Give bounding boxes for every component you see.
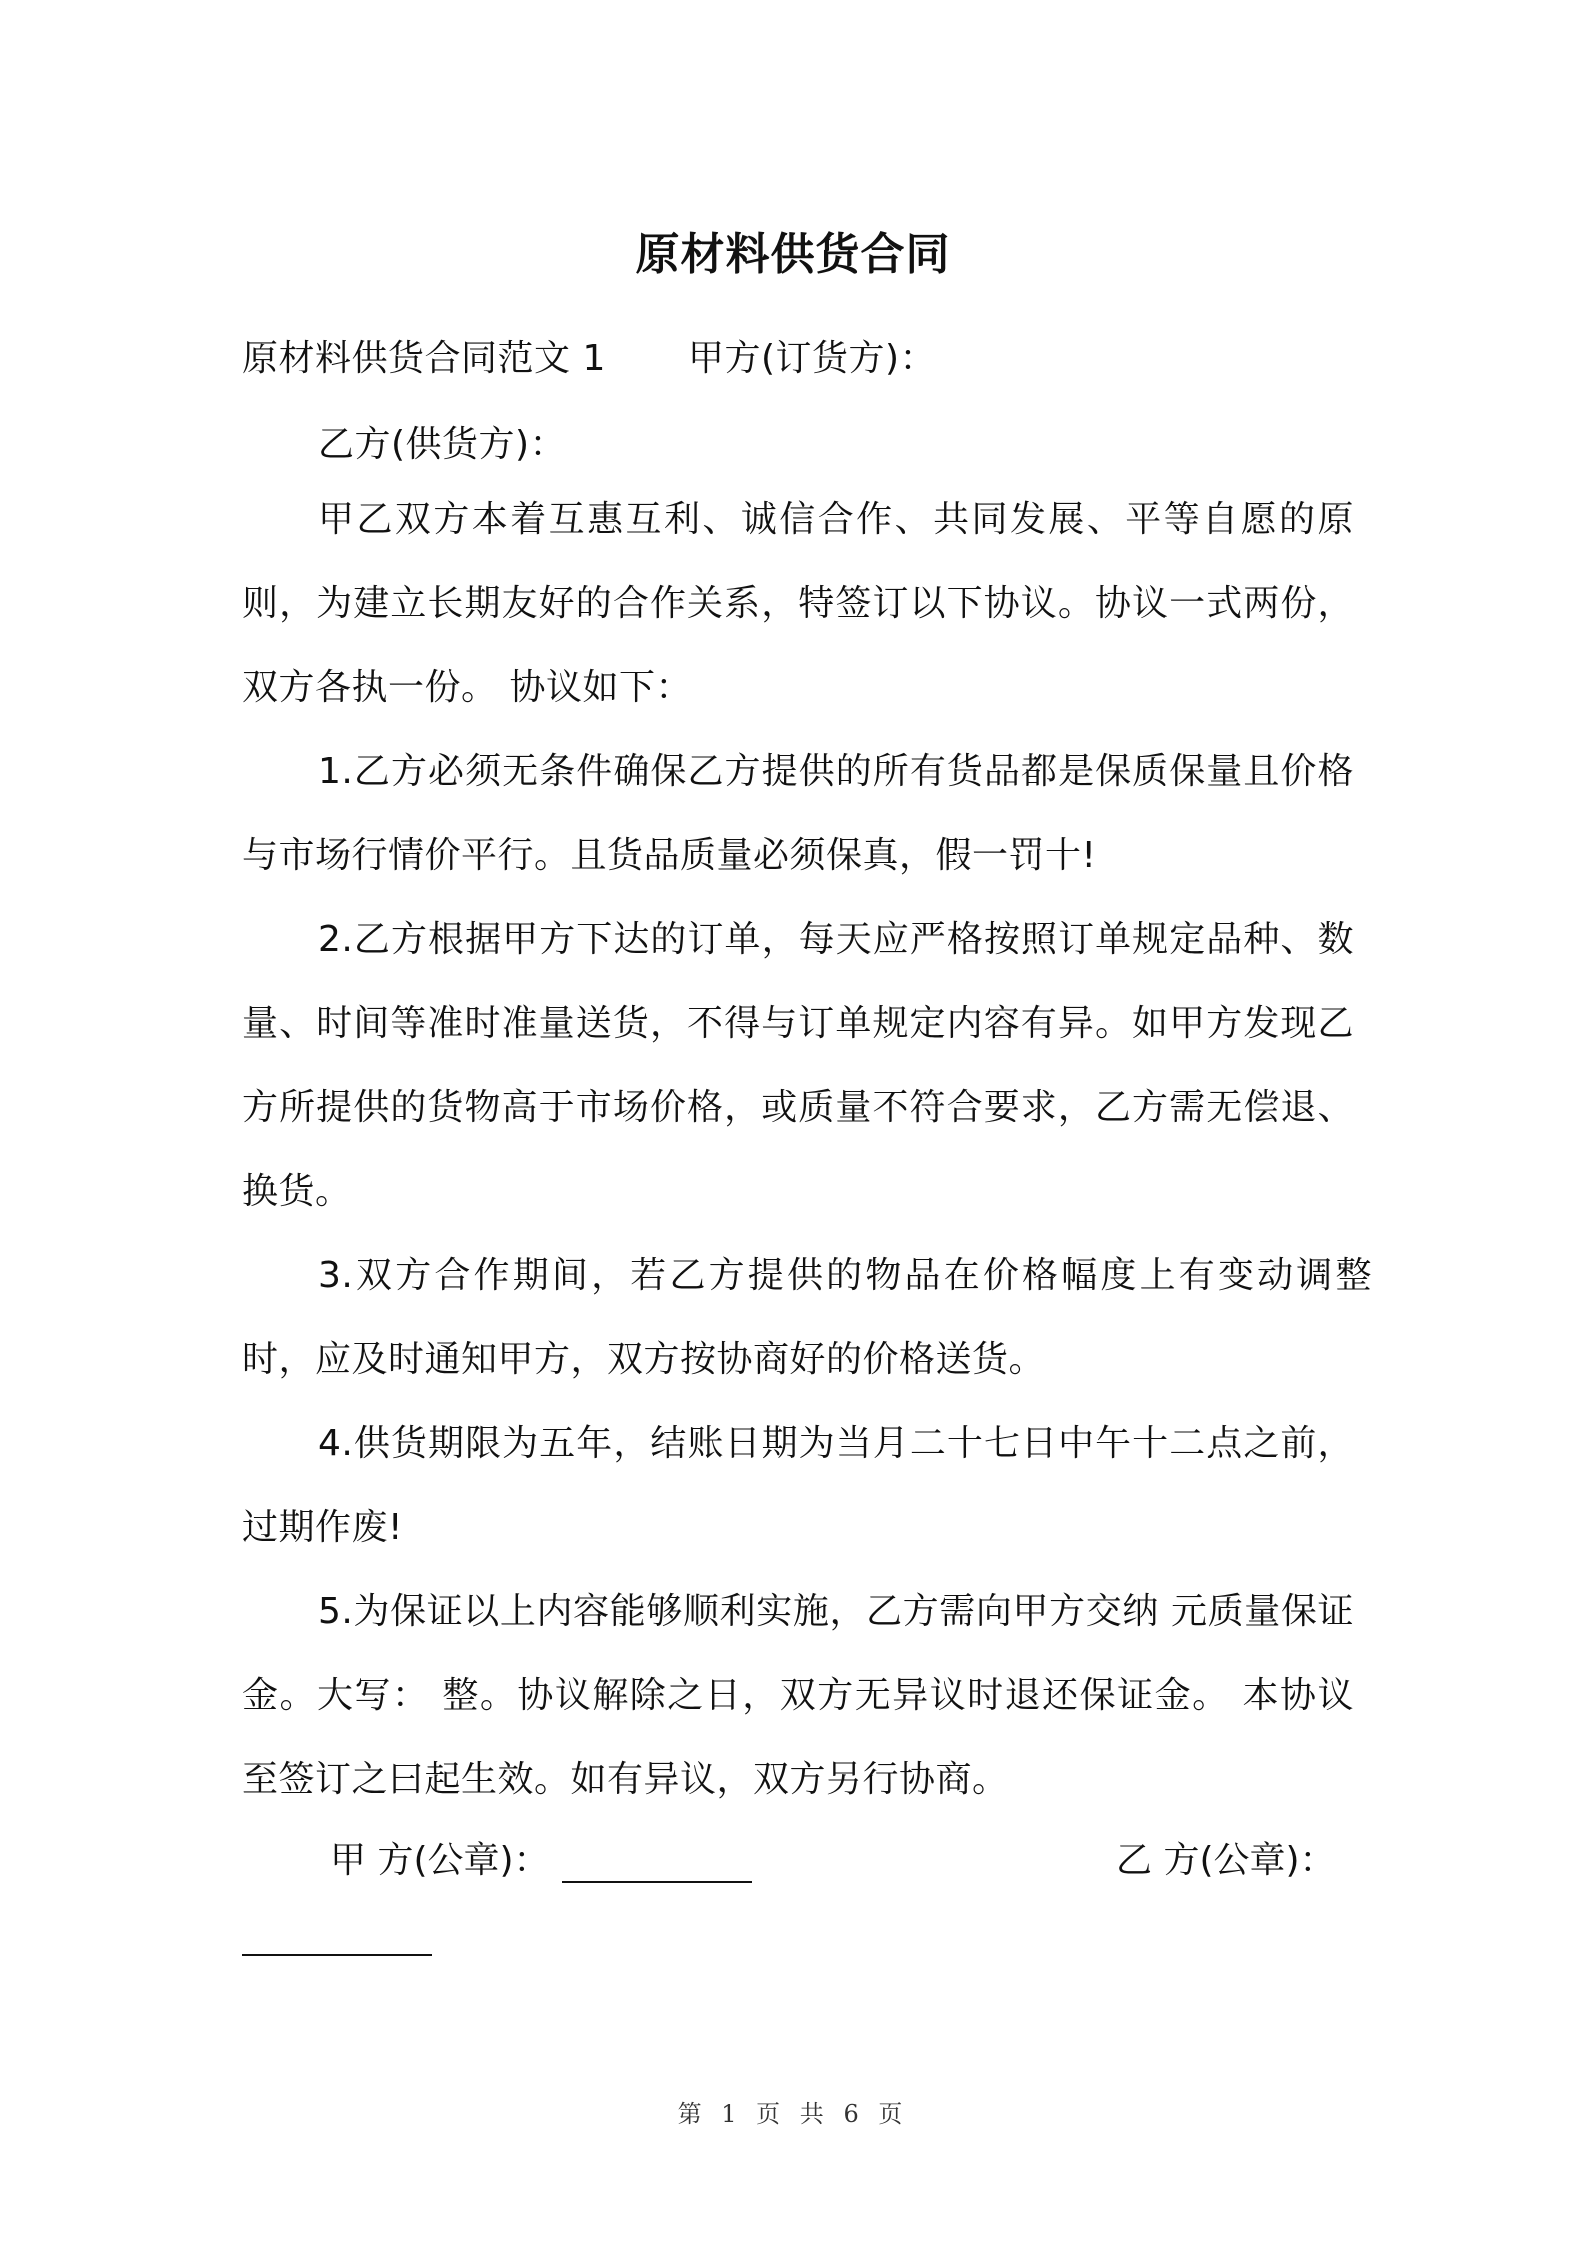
- signature-party-a-label: 甲 方(公章)：: [330, 1840, 550, 1881]
- party-b-label: 乙方(供货方)：: [318, 424, 567, 465]
- signature-party-b-label: 乙 方(公章)：: [1116, 1840, 1336, 1881]
- signature-party-a-line[interactable]: [562, 1851, 752, 1883]
- clause-5: 5.为保证以上内容能够顺利实施，乙方需向甲方交纳 元质量保证金。大写： 整。协议解除之日，双方无异议时退还保证金。 本协议至签订之曰起生效。如有异议，双方另行协商。: [242, 1591, 1354, 1800]
- document-title: 原材料供货合同: [635, 229, 951, 280]
- clause-4: 4.供货期限为五年，结账日期为当月二十七日中午十二点之前，过期作废!: [242, 1423, 1354, 1548]
- clause-2: 2.乙方根据甲方下达的订单，每天应严格按照订单规定品种、数量、时间等准时准量送货，不得与订单规定内容有异。如甲方发现乙方所提供的货物高于市场价格，或质量不符合要求，乙方需无偿退、换货。: [242, 919, 1354, 1212]
- party-a-label: 甲方(订货方)：: [688, 338, 937, 379]
- page-footer: 第 1 页 共 6 页: [677, 2100, 909, 2128]
- intro-label: 原材料供货合同范文 1: [242, 338, 606, 379]
- clause-3: 3.双方合作期间，若乙方提供的物品在价格幅度上有变动调整时，应及时通知甲方，双方按协商好的价格送货。: [242, 1255, 1372, 1380]
- preamble-paragraph: 甲乙双方本着互惠互利、诚信合作、共同发展、平等自愿的原则，为建立长期友好的合作关系，特签订以下协议。协议一式两份，双方各执一份。 协议如下：: [242, 499, 1354, 708]
- signature-party-b-line[interactable]: [242, 1952, 432, 1956]
- clause-1: 1.乙方必须无条件确保乙方提供的所有货品都是保质保量且价格与市场行情价平行。且货品质量必须保真，假一罚十!: [242, 751, 1354, 876]
